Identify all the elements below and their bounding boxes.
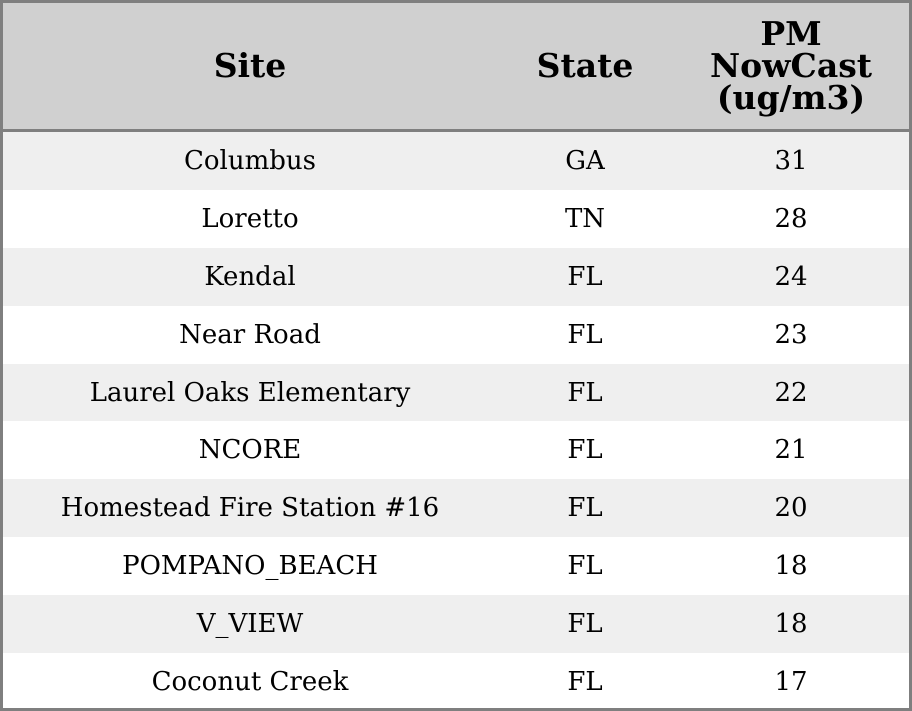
cell-site: Near Road bbox=[179, 319, 321, 350]
table-row bbox=[3, 537, 909, 595]
header-pm-line-3: (ug/m3) bbox=[716, 78, 866, 117]
table-body bbox=[3, 132, 909, 711]
table-row bbox=[3, 364, 909, 422]
cell-pm-nowcast: 28 bbox=[774, 203, 808, 234]
cell-pm-nowcast: 18 bbox=[774, 551, 808, 582]
cell-site: Laurel Oaks Elementary bbox=[89, 377, 411, 408]
cell-state: FL bbox=[567, 377, 603, 408]
cell-site: Coconut Creek bbox=[151, 666, 349, 697]
header-pm-nowcast bbox=[673, 3, 909, 129]
table-row bbox=[3, 190, 909, 248]
header-site bbox=[3, 3, 497, 129]
cell-state: FL bbox=[567, 666, 603, 697]
cell-state: FL bbox=[567, 493, 603, 524]
cell-site: POMPANO_BEACH bbox=[122, 551, 378, 582]
table-row bbox=[3, 479, 909, 537]
header-pm-line-2: NowCast bbox=[709, 46, 873, 85]
table-row bbox=[3, 595, 909, 653]
header-pm-lines bbox=[709, 14, 873, 117]
cell-state: FL bbox=[567, 551, 603, 582]
cell-state: FL bbox=[567, 319, 603, 350]
table-row bbox=[3, 653, 909, 711]
cell-pm-nowcast: 31 bbox=[774, 145, 808, 176]
cell-state: GA bbox=[565, 145, 605, 176]
table-row bbox=[3, 421, 909, 479]
cell-pm-nowcast: 22 bbox=[774, 377, 808, 408]
cell-pm-nowcast: 20 bbox=[774, 493, 808, 524]
table-row bbox=[3, 132, 909, 190]
cell-site: Columbus bbox=[184, 145, 316, 176]
cell-state: FL bbox=[567, 261, 603, 292]
cell-pm-nowcast: 24 bbox=[774, 261, 808, 292]
table-row bbox=[3, 306, 909, 364]
cell-state: FL bbox=[567, 609, 603, 640]
header-state bbox=[497, 3, 673, 129]
cell-pm-nowcast: 23 bbox=[774, 319, 808, 350]
cell-site: V_VIEW bbox=[196, 609, 304, 640]
table-row bbox=[3, 248, 909, 306]
cell-state: FL bbox=[567, 435, 603, 466]
cell-pm-nowcast: 18 bbox=[774, 609, 808, 640]
header-site-label: Site bbox=[213, 46, 287, 85]
cell-site: Kendal bbox=[204, 261, 296, 292]
cell-pm-nowcast: 17 bbox=[774, 666, 808, 697]
header-pm-line-1: PM bbox=[760, 14, 822, 53]
cell-site: Loretto bbox=[201, 203, 299, 234]
cell-site: Homestead Fire Station #16 bbox=[60, 493, 440, 524]
cell-site: NCORE bbox=[198, 435, 302, 466]
cell-state: TN bbox=[564, 203, 606, 234]
table-header-row bbox=[3, 3, 909, 132]
header-state-label: State bbox=[536, 46, 634, 85]
cell-pm-nowcast: 21 bbox=[774, 435, 808, 466]
